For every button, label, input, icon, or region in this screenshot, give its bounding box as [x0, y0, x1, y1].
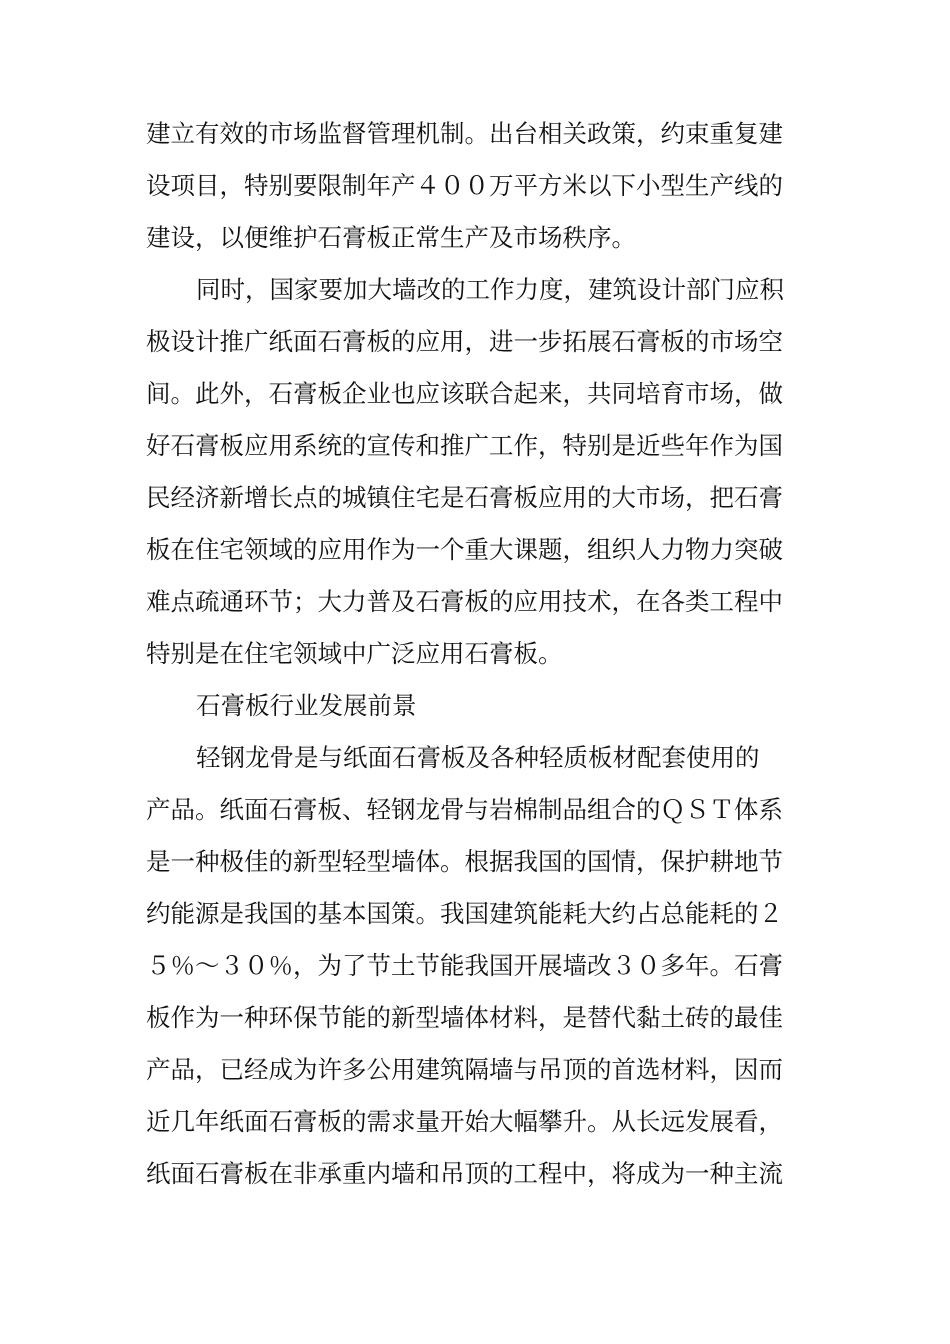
text-line: 板在住宅领域的应用作为一个重大课题，组织人力物力突破: [146, 535, 783, 564]
paragraph-start-line: 同时，国家要加大墙改的工作力度，建筑设计部门应积: [196, 275, 784, 304]
text-line: 近几年纸面石膏板的需求量开始大幅攀升。从长远发展看，: [146, 1107, 783, 1136]
section-heading: 石膏板行业发展前景: [196, 691, 417, 720]
text-line: 极设计推广纸面石膏板的应用，进一步拓展石膏板的市场空: [146, 327, 783, 356]
text-line: 纸面石膏板在非承重内墙和吊顶的工程中，将成为一种主流: [146, 1159, 783, 1188]
text-line: 间。此外，石膏板企业也应该联合起来，共同培育市场，做: [146, 379, 783, 408]
text-line: 产品。纸面石膏板、轻钢龙骨与岩棉制品组合的ＱＳＴ体系: [146, 795, 783, 824]
body-text: [146, 108, 818, 1200]
text-line: 约能源是我国的基本国策。我国建筑能耗大约占总能耗的２: [146, 899, 783, 928]
text-line: 建设，以便维护石膏板正常生产及市场秩序。: [146, 223, 636, 252]
paragraph-start-line: 轻钢龙骨是与纸面石膏板及各种轻质板材配套使用的: [196, 743, 760, 772]
text-line: 产品，已经成为许多公用建筑隔墙与吊顶的首选材料，因而: [146, 1055, 783, 1084]
text-line: ５％～３０％，为了节土节能我国开展墙改３０多年。石膏: [146, 951, 783, 980]
text-line: 建立有效的市场监督管理机制。出台相关政策，约束重复建: [146, 119, 783, 148]
text-line: 好石膏板应用系统的宣传和推广工作，特别是近些年作为国: [146, 431, 783, 460]
text-line: 是一种极佳的新型轻型墙体。根据我国的国情，保护耕地节: [146, 847, 783, 876]
text-line: 设项目，特别要限制年产４００万平方米以下小型生产线的: [146, 171, 783, 200]
text-line: 民经济新增长点的城镇住宅是石膏板应用的大市场，把石膏: [146, 483, 783, 512]
text-line: 特别是在住宅领域中广泛应用石膏板。: [146, 639, 563, 668]
text-line: 难点疏通环节；大力普及石膏板的应用技术，在各类工程中: [146, 587, 783, 616]
text-line: 板作为一种环保节能的新型墙体材料，是替代黏土砖的最佳: [146, 1003, 783, 1032]
